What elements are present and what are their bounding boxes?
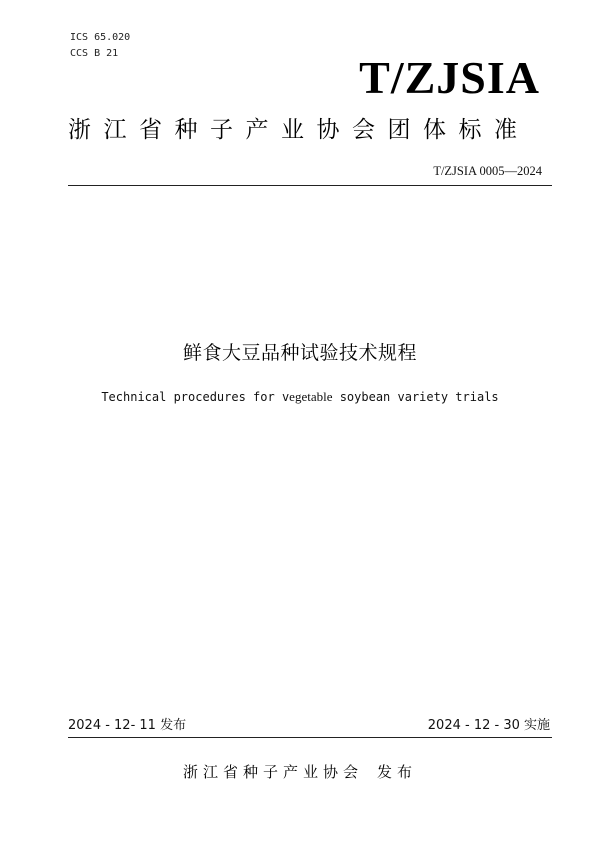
english-title: [0, 389, 600, 405]
publisher-action: 发布: [377, 763, 418, 781]
english-title-part1: Technical procedures for v: [101, 390, 290, 404]
ccs-code: CCS B 21: [70, 48, 119, 59]
standard-code: T/ZJSIA 0005—2024: [433, 164, 542, 178]
publisher-name: 浙江省种子产业协会: [182, 763, 363, 781]
ics-code: ICS 65.020: [70, 32, 131, 43]
footer-divider: [68, 737, 552, 738]
issue-date: 2024 - 12- 11 发布: [68, 718, 187, 733]
chinese-title: 鲜食大豆品种试验技术规程: [182, 342, 417, 364]
standard-logo: T/ZJSIA: [359, 52, 540, 103]
english-title-part2: egetable: [289, 389, 333, 404]
organization-title: 浙江省种子产业协会团体标准: [68, 117, 530, 143]
implementation-date: 2024 - 12 - 30 实施: [427, 718, 550, 733]
header-divider: [68, 185, 552, 186]
english-title-part3: soybean variety trials: [332, 390, 499, 404]
publisher-line: [0, 762, 600, 782]
